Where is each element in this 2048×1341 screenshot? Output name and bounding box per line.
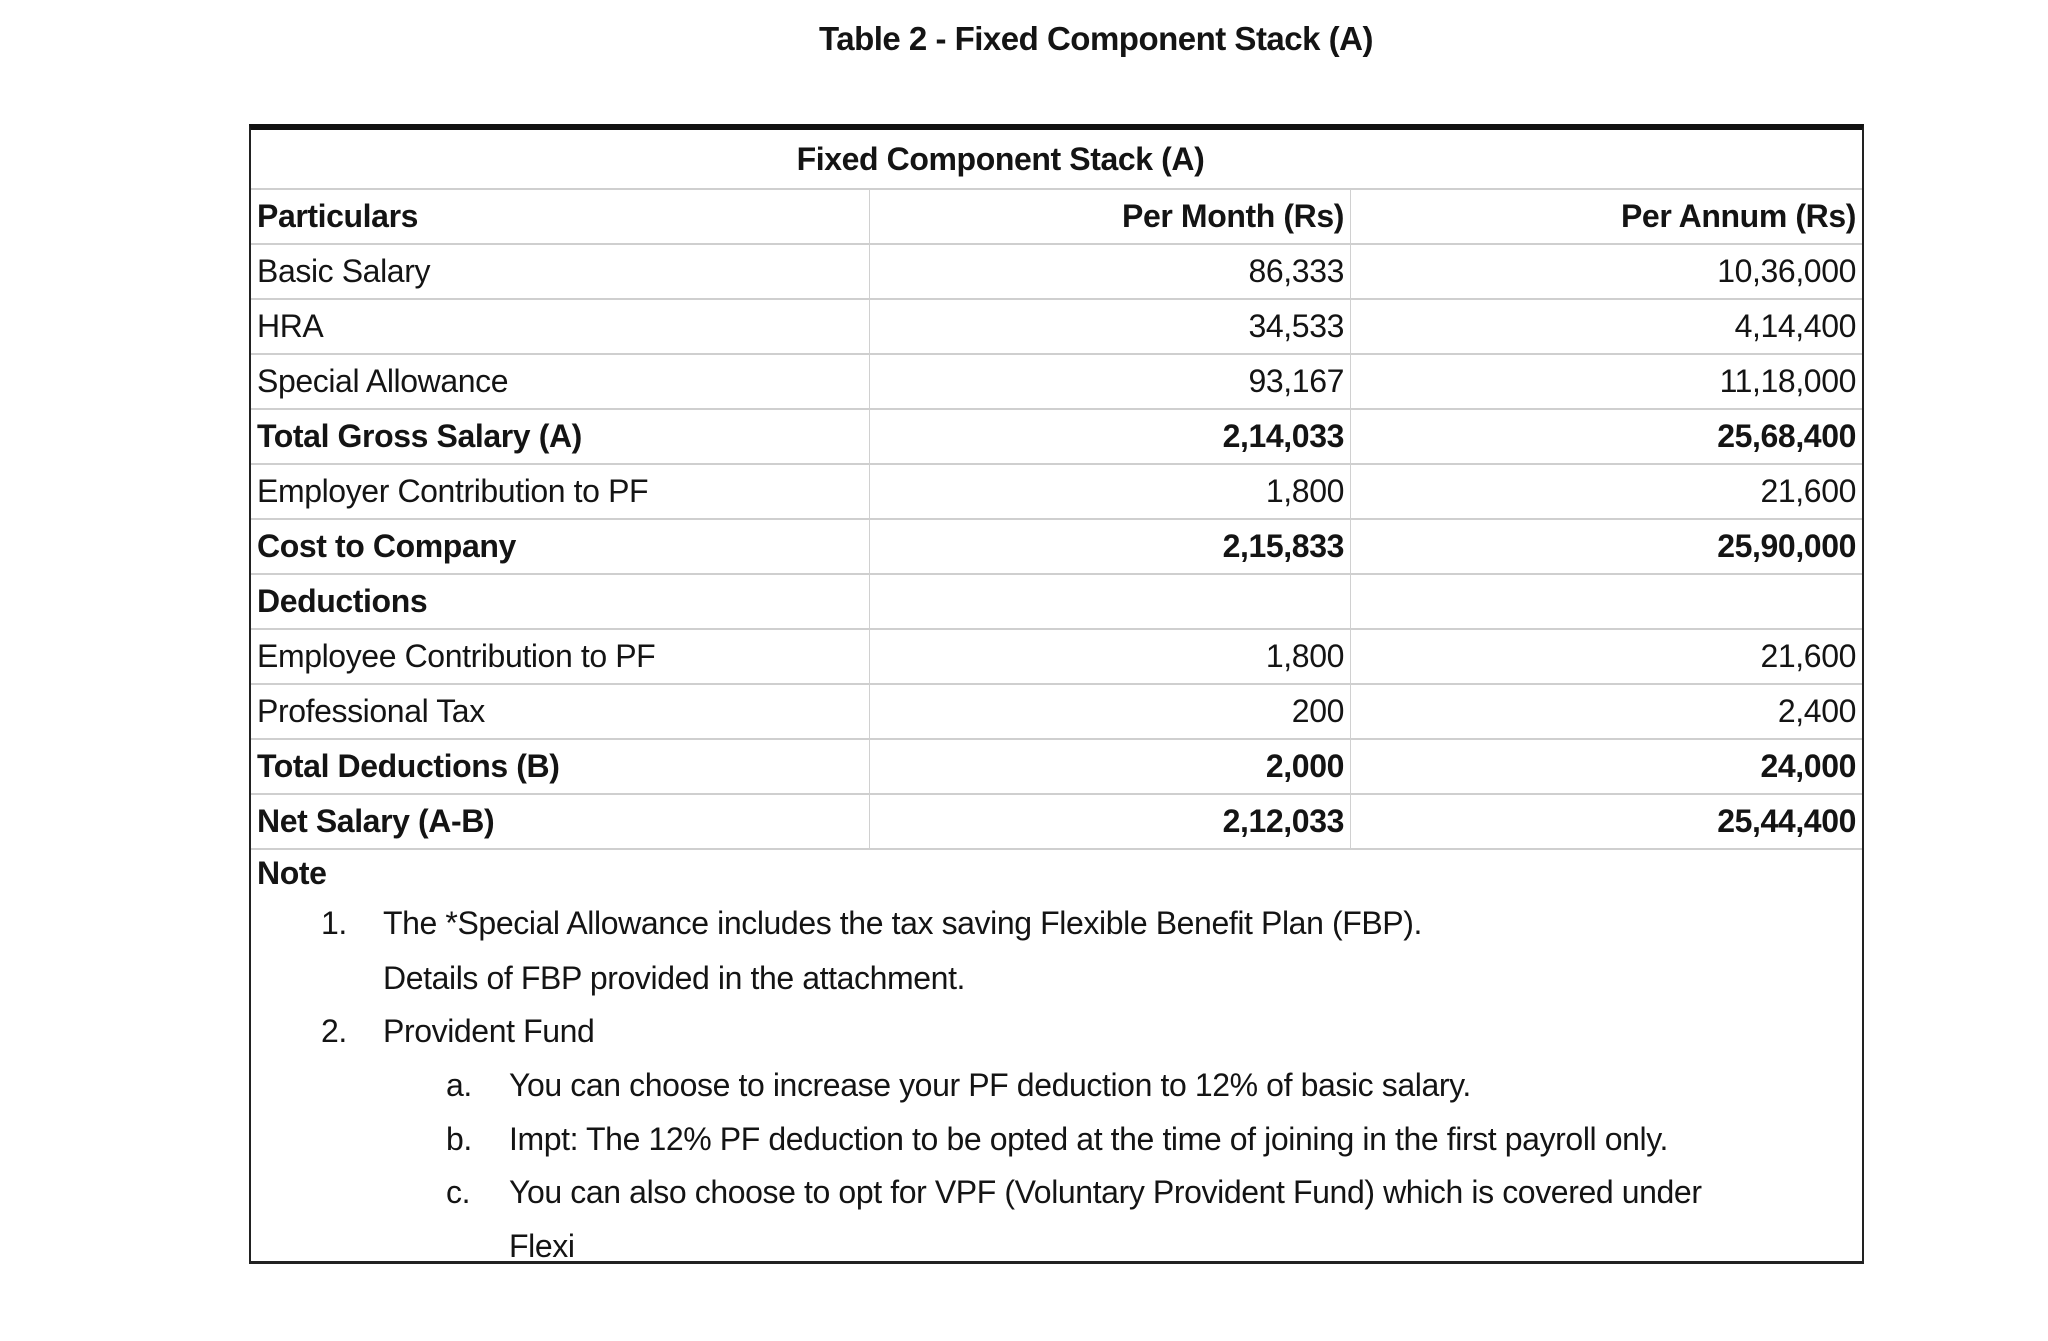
note-2a-text: You can choose to increase your PF deduction to 12% of basic salary. (509, 1067, 1471, 1103)
table-row-employee-pf (251, 630, 1862, 685)
row-per-annum: 21,600 (1760, 473, 1856, 509)
row-per-month: 93,167 (870, 355, 1351, 408)
row-label: Employee Contribution to PF (251, 630, 870, 683)
row-label: Professional Tax (251, 685, 870, 738)
row-per-annum: 25,44,400 (1717, 803, 1856, 839)
table-row-total-gross-salary (251, 410, 1862, 465)
row-per-annum: 25,90,000 (1717, 528, 1856, 564)
row-per-month: 2,15,833 (870, 520, 1351, 573)
note-2c-line-2: Flexi (509, 1228, 575, 1264)
row-per-annum: 24,000 (1760, 748, 1856, 784)
table-title: Table 2 - Fixed Component Stack (A) (819, 20, 1373, 57)
row-label: Total Deductions (B) (251, 740, 870, 793)
row-label: Cost to Company (251, 520, 870, 573)
row-per-month: 200 (870, 685, 1351, 738)
row-per-month: 2,12,033 (870, 795, 1351, 848)
notes-heading: Note (257, 855, 327, 891)
header-particulars: Particulars (251, 190, 870, 243)
header-per-month: Per Month (Rs) (870, 190, 1351, 243)
row-per-month: 86,333 (870, 245, 1351, 298)
row-label: Net Salary (A-B) (251, 795, 870, 848)
table-row-hra (251, 300, 1862, 355)
note-1-line-2: Details of FBP provided in the attachment. (383, 960, 966, 996)
row-per-month (870, 575, 1351, 628)
row-per-annum: 25,68,400 (1717, 418, 1856, 454)
group-header-label: Fixed Component Stack (A) (796, 140, 1205, 177)
row-label: Special Allowance (251, 355, 870, 408)
row-per-month: 1,800 (870, 465, 1351, 518)
header-per-annum: Per Annum (Rs) (1620, 198, 1856, 234)
table-row-professional-tax (251, 685, 1862, 740)
table-row-deductions (251, 575, 1862, 630)
table-row-net-salary (251, 795, 1862, 850)
table-row-employer-pf (251, 465, 1862, 520)
note-1-line-1: The *Special Allowance includes the tax saving Flexible Benefit Plan (FBP). (383, 905, 1423, 941)
table-group-header (251, 130, 1862, 190)
note-2a-marker: a. (446, 1067, 472, 1103)
row-label: Deductions (251, 575, 870, 628)
row-per-annum: 21,600 (1760, 638, 1856, 674)
row-per-month: 1,800 (870, 630, 1351, 683)
row-per-annum: 10,36,000 (1717, 253, 1856, 289)
row-per-month: 2,000 (870, 740, 1351, 793)
row-label: HRA (251, 300, 870, 353)
row-label: Total Gross Salary (A) (251, 410, 870, 463)
note-2c-line-1: You can also choose to opt for VPF (Voluntary Provident Fund) which is covered under (509, 1174, 1702, 1210)
note-2c-marker: c. (446, 1174, 471, 1210)
table-header-row (251, 190, 1862, 245)
note-2b-text: Impt: The 12% PF deduction to be opted at the time of joining in the first payroll only. (509, 1121, 1668, 1157)
row-per-annum: 4,14,400 (1734, 308, 1856, 344)
row-per-month: 34,533 (870, 300, 1351, 353)
table-row-special-allowance (251, 355, 1862, 410)
note-2-marker: 2. (321, 1013, 347, 1049)
table-row-cost-to-company (251, 520, 1862, 575)
note-2-line-1: Provident Fund (383, 1013, 595, 1049)
fixed-component-table (249, 124, 1864, 1264)
note-1-marker: 1. (321, 905, 347, 941)
row-label: Employer Contribution to PF (251, 465, 870, 518)
note-2b-marker: b. (446, 1121, 472, 1157)
row-per-annum: 11,18,000 (1719, 363, 1856, 399)
row-per-annum (1351, 575, 1862, 628)
row-per-month: 2,14,033 (870, 410, 1351, 463)
row-label: Basic Salary (251, 245, 870, 298)
row-per-annum: 2,400 (1777, 693, 1856, 729)
table-row-basic-salary (251, 245, 1862, 300)
table-row-total-deductions (251, 740, 1862, 795)
